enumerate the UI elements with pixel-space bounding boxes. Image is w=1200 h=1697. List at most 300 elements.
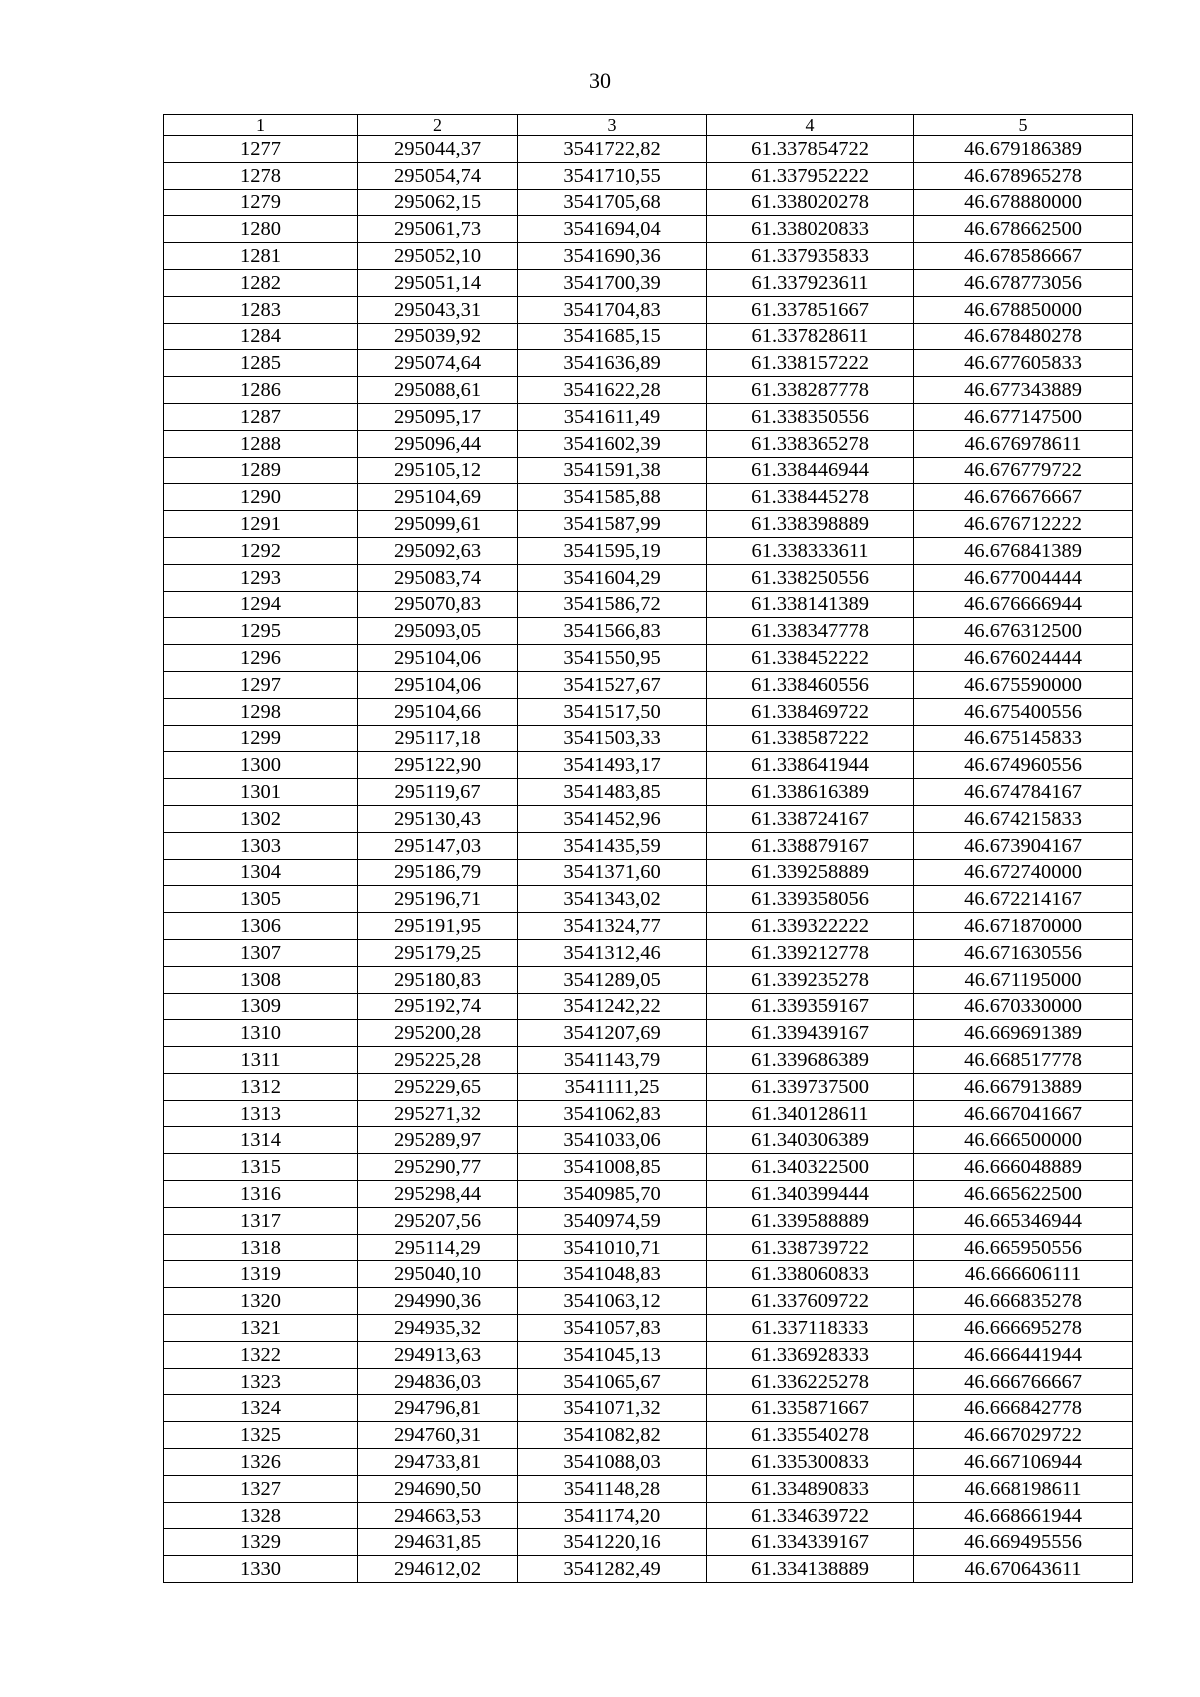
table-cell-col-2: 295117,18 xyxy=(358,725,518,752)
table-cell-col-3: 3541010,71 xyxy=(518,1234,707,1261)
table-cell-col-1: 1322 xyxy=(164,1341,358,1368)
table-cell-col-3: 3541611,49 xyxy=(518,403,707,430)
table-cell-col-4: 61.338446944 xyxy=(707,457,914,484)
table-cell-col-2: 295191,95 xyxy=(358,913,518,940)
table-cell-col-1: 1323 xyxy=(164,1368,358,1395)
table-row xyxy=(164,323,1133,350)
table-cell-col-3: 3541207,69 xyxy=(518,1020,707,1047)
table-cell-col-5: 46.676676667 xyxy=(914,484,1133,511)
table-row xyxy=(164,805,1133,832)
table-cell-col-3: 3541710,55 xyxy=(518,162,707,189)
table-cell-col-3: 3541148,28 xyxy=(518,1475,707,1502)
table-row xyxy=(164,698,1133,725)
table-row xyxy=(164,966,1133,993)
table-cell-col-3: 3541483,85 xyxy=(518,779,707,806)
table-row xyxy=(164,430,1133,457)
table-row xyxy=(164,162,1133,189)
table-body xyxy=(164,136,1133,1583)
table-row xyxy=(164,886,1133,913)
table-cell-col-1: 1292 xyxy=(164,537,358,564)
table-cell-col-1: 1296 xyxy=(164,645,358,672)
table-cell-col-4: 61.338469722 xyxy=(707,698,914,725)
table-cell-col-4: 61.337828611 xyxy=(707,323,914,350)
table-cell-col-3: 3541343,02 xyxy=(518,886,707,913)
table-row xyxy=(164,537,1133,564)
table-row xyxy=(164,1341,1133,1368)
table-cell-col-2: 294913,63 xyxy=(358,1341,518,1368)
table-cell-col-1: 1307 xyxy=(164,939,358,966)
table-cell-col-2: 295044,37 xyxy=(358,136,518,163)
table-cell-col-2: 295083,74 xyxy=(358,564,518,591)
table-cell-col-2: 294631,85 xyxy=(358,1529,518,1556)
table-cell-col-5: 46.671195000 xyxy=(914,966,1133,993)
table-row xyxy=(164,1073,1133,1100)
table-cell-col-5: 46.678773056 xyxy=(914,269,1133,296)
table-row xyxy=(164,993,1133,1020)
table-cell-col-4: 61.338287778 xyxy=(707,377,914,404)
table-cell-col-4: 61.334890833 xyxy=(707,1475,914,1502)
table-row xyxy=(164,1234,1133,1261)
table-cell-col-1: 1293 xyxy=(164,564,358,591)
table-cell-col-4: 61.339358056 xyxy=(707,886,914,913)
table-cell-col-1: 1321 xyxy=(164,1315,358,1342)
table-cell-col-1: 1327 xyxy=(164,1475,358,1502)
table-cell-col-2: 295092,63 xyxy=(358,537,518,564)
table-cell-col-2: 295180,83 xyxy=(358,966,518,993)
table-cell-col-3: 3541517,50 xyxy=(518,698,707,725)
table-cell-col-2: 295095,17 xyxy=(358,403,518,430)
table-cell-col-1: 1317 xyxy=(164,1207,358,1234)
column-header-3: 3 xyxy=(518,115,707,136)
table-cell-col-3: 3541435,59 xyxy=(518,832,707,859)
table-cell-col-1: 1320 xyxy=(164,1288,358,1315)
table-cell-col-2: 295070,83 xyxy=(358,591,518,618)
table-cell-col-3: 3541082,82 xyxy=(518,1422,707,1449)
table-cell-col-2: 294690,50 xyxy=(358,1475,518,1502)
table-row xyxy=(164,511,1133,538)
table-cell-col-3: 3541242,22 xyxy=(518,993,707,1020)
table-cell-col-4: 61.339439167 xyxy=(707,1020,914,1047)
table-cell-col-2: 295225,28 xyxy=(358,1047,518,1074)
table-cell-col-5: 46.671870000 xyxy=(914,913,1133,940)
table-cell-col-2: 294733,81 xyxy=(358,1449,518,1476)
table-cell-col-4: 61.338347778 xyxy=(707,618,914,645)
table-row xyxy=(164,1020,1133,1047)
table-cell-col-5: 46.673904167 xyxy=(914,832,1133,859)
table-cell-col-5: 46.676666944 xyxy=(914,591,1133,618)
table-cell-col-5: 46.666048889 xyxy=(914,1154,1133,1181)
table-cell-col-3: 3541371,60 xyxy=(518,859,707,886)
table-row xyxy=(164,725,1133,752)
table-cell-col-1: 1306 xyxy=(164,913,358,940)
table-cell-col-3: 3541174,20 xyxy=(518,1502,707,1529)
table-cell-col-4: 61.340128611 xyxy=(707,1100,914,1127)
table-cell-col-2: 295104,06 xyxy=(358,671,518,698)
table-row xyxy=(164,645,1133,672)
table-cell-col-4: 61.334138889 xyxy=(707,1556,914,1583)
table-cell-col-3: 3541685,15 xyxy=(518,323,707,350)
table-cell-col-1: 1299 xyxy=(164,725,358,752)
table-cell-col-5: 46.666606111 xyxy=(914,1261,1133,1288)
table-cell-col-5: 46.677004444 xyxy=(914,564,1133,591)
table-cell-col-4: 61.339737500 xyxy=(707,1073,914,1100)
table-cell-col-3: 3541587,99 xyxy=(518,511,707,538)
table-cell-col-4: 61.336225278 xyxy=(707,1368,914,1395)
table-cell-col-1: 1312 xyxy=(164,1073,358,1100)
table-row xyxy=(164,591,1133,618)
table-cell-col-4: 61.338460556 xyxy=(707,671,914,698)
table-cell-col-2: 295290,77 xyxy=(358,1154,518,1181)
table-cell-col-5: 46.668198611 xyxy=(914,1475,1133,1502)
table-row xyxy=(164,1127,1133,1154)
table-cell-col-1: 1329 xyxy=(164,1529,358,1556)
table-cell-col-1: 1295 xyxy=(164,618,358,645)
table-row xyxy=(164,216,1133,243)
table-row xyxy=(164,779,1133,806)
table-cell-col-2: 295052,10 xyxy=(358,243,518,270)
table-cell-col-4: 61.338452222 xyxy=(707,645,914,672)
table-row xyxy=(164,564,1133,591)
table-cell-col-4: 61.338724167 xyxy=(707,805,914,832)
table-cell-col-2: 295119,67 xyxy=(358,779,518,806)
table-cell-col-4: 61.337935833 xyxy=(707,243,914,270)
page-number: 30 xyxy=(589,68,611,93)
table-cell-col-5: 46.674960556 xyxy=(914,752,1133,779)
table-cell-col-2: 295088,61 xyxy=(358,377,518,404)
table-cell-col-5: 46.676779722 xyxy=(914,457,1133,484)
table-cell-col-2: 295040,10 xyxy=(358,1261,518,1288)
table-cell-col-5: 46.667029722 xyxy=(914,1422,1133,1449)
table-cell-col-4: 61.334639722 xyxy=(707,1502,914,1529)
table-cell-col-3: 3541282,49 xyxy=(518,1556,707,1583)
table-row xyxy=(164,618,1133,645)
table-cell-col-2: 295271,32 xyxy=(358,1100,518,1127)
table-cell-col-1: 1297 xyxy=(164,671,358,698)
table-cell-col-1: 1298 xyxy=(164,698,358,725)
table-cell-col-3: 3541527,67 xyxy=(518,671,707,698)
table-cell-col-4: 61.338739722 xyxy=(707,1234,914,1261)
table-cell-col-2: 294663,53 xyxy=(358,1502,518,1529)
table-cell-col-4: 61.339322222 xyxy=(707,913,914,940)
table-cell-col-4: 61.338020833 xyxy=(707,216,914,243)
table-cell-col-2: 295054,74 xyxy=(358,162,518,189)
table-cell-col-5: 46.666695278 xyxy=(914,1315,1133,1342)
table-row xyxy=(164,136,1133,163)
table-cell-col-1: 1314 xyxy=(164,1127,358,1154)
table-cell-col-1: 1301 xyxy=(164,779,358,806)
table-cell-col-1: 1326 xyxy=(164,1449,358,1476)
table-cell-col-4: 61.338333611 xyxy=(707,537,914,564)
table-cell-col-3: 3541045,13 xyxy=(518,1341,707,1368)
table-cell-col-4: 61.336928333 xyxy=(707,1341,914,1368)
table-cell-col-5: 46.676024444 xyxy=(914,645,1133,672)
table-cell-col-3: 3541704,83 xyxy=(518,296,707,323)
table-cell-col-2: 295298,44 xyxy=(358,1181,518,1208)
table-cell-col-3: 3541452,96 xyxy=(518,805,707,832)
table-cell-col-1: 1313 xyxy=(164,1100,358,1127)
table-cell-col-5: 46.679186389 xyxy=(914,136,1133,163)
table-row xyxy=(164,484,1133,511)
table-row xyxy=(164,1449,1133,1476)
table-cell-col-2: 295192,74 xyxy=(358,993,518,1020)
table-cell-col-1: 1300 xyxy=(164,752,358,779)
table-cell-col-4: 61.337854722 xyxy=(707,136,914,163)
table-cell-col-3: 3541566,83 xyxy=(518,618,707,645)
table-row xyxy=(164,1207,1133,1234)
table-cell-col-2: 295179,25 xyxy=(358,939,518,966)
table-cell-col-5: 46.678586667 xyxy=(914,243,1133,270)
table-cell-col-1: 1315 xyxy=(164,1154,358,1181)
table-cell-col-3: 3541595,19 xyxy=(518,537,707,564)
table-cell-col-5: 46.674215833 xyxy=(914,805,1133,832)
table-cell-col-2: 295093,05 xyxy=(358,618,518,645)
table-cell-col-5: 46.667041667 xyxy=(914,1100,1133,1127)
table-cell-col-3: 3541071,32 xyxy=(518,1395,707,1422)
table-row xyxy=(164,1395,1133,1422)
table-cell-col-4: 61.338879167 xyxy=(707,832,914,859)
table-cell-col-2: 295147,03 xyxy=(358,832,518,859)
table-cell-col-5: 46.669495556 xyxy=(914,1529,1133,1556)
table-cell-col-5: 46.666500000 xyxy=(914,1127,1133,1154)
table-cell-col-3: 3541503,33 xyxy=(518,725,707,752)
table-row xyxy=(164,403,1133,430)
table-cell-col-3: 3541057,83 xyxy=(518,1315,707,1342)
table-cell-col-2: 295289,97 xyxy=(358,1127,518,1154)
table-cell-col-1: 1289 xyxy=(164,457,358,484)
table-cell-col-3: 3541493,17 xyxy=(518,752,707,779)
table-cell-col-2: 295051,14 xyxy=(358,269,518,296)
table-row xyxy=(164,1154,1133,1181)
table-cell-col-1: 1304 xyxy=(164,859,358,886)
table-cell-col-3: 3541585,88 xyxy=(518,484,707,511)
table-cell-col-3: 3541324,77 xyxy=(518,913,707,940)
table-cell-col-3: 3541143,79 xyxy=(518,1047,707,1074)
table-cell-col-5: 46.667913889 xyxy=(914,1073,1133,1100)
table-cell-col-5: 46.669691389 xyxy=(914,1020,1133,1047)
table-cell-col-5: 46.671630556 xyxy=(914,939,1133,966)
table-cell-col-3: 3541604,29 xyxy=(518,564,707,591)
table-row xyxy=(164,296,1133,323)
table-cell-col-4: 61.339359167 xyxy=(707,993,914,1020)
table-row xyxy=(164,457,1133,484)
table-cell-col-3: 3541591,38 xyxy=(518,457,707,484)
table-cell-col-5: 46.676712222 xyxy=(914,511,1133,538)
table-cell-col-2: 294760,31 xyxy=(358,1422,518,1449)
table-cell-col-2: 295114,29 xyxy=(358,1234,518,1261)
table-cell-col-4: 61.335540278 xyxy=(707,1422,914,1449)
table-cell-col-4: 61.338445278 xyxy=(707,484,914,511)
table-row xyxy=(164,1288,1133,1315)
table-cell-col-3: 3541586,72 xyxy=(518,591,707,618)
table-cell-col-3: 3541088,03 xyxy=(518,1449,707,1476)
table-cell-col-4: 61.338060833 xyxy=(707,1261,914,1288)
table-row xyxy=(164,1368,1133,1395)
table-cell-col-2: 295104,06 xyxy=(358,645,518,672)
table-cell-col-5: 46.674784167 xyxy=(914,779,1133,806)
table-cell-col-1: 1280 xyxy=(164,216,358,243)
table-cell-col-1: 1311 xyxy=(164,1047,358,1074)
table-row xyxy=(164,832,1133,859)
table-cell-col-4: 61.338350556 xyxy=(707,403,914,430)
table-row xyxy=(164,859,1133,886)
table-cell-col-1: 1319 xyxy=(164,1261,358,1288)
table-cell-col-3: 3540974,59 xyxy=(518,1207,707,1234)
table-cell-col-5: 46.675145833 xyxy=(914,725,1133,752)
table-cell-col-2: 295043,31 xyxy=(358,296,518,323)
table-cell-col-5: 46.670643611 xyxy=(914,1556,1133,1583)
table-cell-col-1: 1279 xyxy=(164,189,358,216)
table-cell-col-2: 295130,43 xyxy=(358,805,518,832)
table-cell-col-3: 3541722,82 xyxy=(518,136,707,163)
table-cell-col-2: 295099,61 xyxy=(358,511,518,538)
table-cell-col-4: 61.337952222 xyxy=(707,162,914,189)
table-cell-col-4: 61.337609722 xyxy=(707,1288,914,1315)
table-row xyxy=(164,1529,1133,1556)
table-cell-col-4: 61.334339167 xyxy=(707,1529,914,1556)
table-cell-col-2: 294836,03 xyxy=(358,1368,518,1395)
table-cell-col-1: 1310 xyxy=(164,1020,358,1047)
table-row xyxy=(164,1315,1133,1342)
table-cell-col-4: 61.338020278 xyxy=(707,189,914,216)
table-cell-col-4: 61.338587222 xyxy=(707,725,914,752)
table-cell-col-3: 3541111,25 xyxy=(518,1073,707,1100)
table-cell-col-5: 46.666842778 xyxy=(914,1395,1133,1422)
table-cell-col-1: 1303 xyxy=(164,832,358,859)
table-cell-col-4: 61.337118333 xyxy=(707,1315,914,1342)
table-cell-col-1: 1286 xyxy=(164,377,358,404)
table-cell-col-5: 46.666835278 xyxy=(914,1288,1133,1315)
table-cell-col-1: 1302 xyxy=(164,805,358,832)
table-cell-col-4: 61.339258889 xyxy=(707,859,914,886)
table-cell-col-2: 295196,71 xyxy=(358,886,518,913)
table-cell-col-2: 295186,79 xyxy=(358,859,518,886)
table-cell-col-3: 3541065,67 xyxy=(518,1368,707,1395)
table-cell-col-3: 3541622,28 xyxy=(518,377,707,404)
table-cell-col-2: 294612,02 xyxy=(358,1556,518,1583)
table-cell-col-3: 3540985,70 xyxy=(518,1181,707,1208)
table-cell-col-5: 46.678850000 xyxy=(914,296,1133,323)
table-cell-col-5: 46.676978611 xyxy=(914,430,1133,457)
table-cell-col-2: 295039,92 xyxy=(358,323,518,350)
table-cell-col-5: 46.675590000 xyxy=(914,671,1133,698)
table-cell-col-5: 46.676312500 xyxy=(914,618,1133,645)
table-cell-col-2: 294796,81 xyxy=(358,1395,518,1422)
table-cell-col-1: 1290 xyxy=(164,484,358,511)
table-cell-col-4: 61.339235278 xyxy=(707,966,914,993)
table-cell-col-3: 3541690,36 xyxy=(518,243,707,270)
table-cell-col-1: 1305 xyxy=(164,886,358,913)
table-row xyxy=(164,1100,1133,1127)
table-cell-col-1: 1309 xyxy=(164,993,358,1020)
table-cell-col-4: 61.339212778 xyxy=(707,939,914,966)
table-cell-col-1: 1281 xyxy=(164,243,358,270)
table-cell-col-3: 3541550,95 xyxy=(518,645,707,672)
table-cell-col-1: 1325 xyxy=(164,1422,358,1449)
table-cell-col-3: 3541062,83 xyxy=(518,1100,707,1127)
table-row xyxy=(164,1261,1133,1288)
table-cell-col-1: 1294 xyxy=(164,591,358,618)
table-row xyxy=(164,1047,1133,1074)
table-cell-col-2: 295229,65 xyxy=(358,1073,518,1100)
table-cell-col-5: 46.668517778 xyxy=(914,1047,1133,1074)
table-row xyxy=(164,269,1133,296)
table-cell-col-3: 3541048,83 xyxy=(518,1261,707,1288)
table-cell-col-1: 1291 xyxy=(164,511,358,538)
table-cell-col-4: 61.340322500 xyxy=(707,1154,914,1181)
table-cell-col-4: 61.340306389 xyxy=(707,1127,914,1154)
table-cell-col-2: 295105,12 xyxy=(358,457,518,484)
coordinates-table xyxy=(163,114,1133,1583)
table-cell-col-5: 46.678880000 xyxy=(914,189,1133,216)
table-row xyxy=(164,1502,1133,1529)
table-cell-col-3: 3541700,39 xyxy=(518,269,707,296)
table-cell-col-5: 46.676841389 xyxy=(914,537,1133,564)
table-cell-col-5: 46.677343889 xyxy=(914,377,1133,404)
table-header-row xyxy=(164,115,1133,136)
table-row xyxy=(164,1475,1133,1502)
table-cell-col-2: 295122,90 xyxy=(358,752,518,779)
table-cell-col-1: 1328 xyxy=(164,1502,358,1529)
table-cell-col-3: 3541289,05 xyxy=(518,966,707,993)
table-cell-col-1: 1288 xyxy=(164,430,358,457)
table-cell-col-1: 1318 xyxy=(164,1234,358,1261)
table-cell-col-4: 61.339686389 xyxy=(707,1047,914,1074)
table-cell-col-4: 61.338616389 xyxy=(707,779,914,806)
table-cell-col-5: 46.677147500 xyxy=(914,403,1133,430)
table-cell-col-3: 3541636,89 xyxy=(518,350,707,377)
table-cell-col-4: 61.337851667 xyxy=(707,296,914,323)
table-cell-col-2: 295104,69 xyxy=(358,484,518,511)
table-cell-col-4: 61.338157222 xyxy=(707,350,914,377)
table-cell-col-5: 46.678965278 xyxy=(914,162,1133,189)
table-cell-col-5: 46.665346944 xyxy=(914,1207,1133,1234)
table-row xyxy=(164,1181,1133,1208)
table-cell-col-4: 61.338141389 xyxy=(707,591,914,618)
table-cell-col-4: 61.339588889 xyxy=(707,1207,914,1234)
table-row xyxy=(164,377,1133,404)
table-row xyxy=(164,350,1133,377)
table-cell-col-5: 46.677605833 xyxy=(914,350,1133,377)
table-cell-col-5: 46.678480278 xyxy=(914,323,1133,350)
table-cell-col-1: 1278 xyxy=(164,162,358,189)
table-cell-col-4: 61.338250556 xyxy=(707,564,914,591)
table-cell-col-4: 61.340399444 xyxy=(707,1181,914,1208)
table-cell-col-2: 295104,66 xyxy=(358,698,518,725)
table-cell-col-2: 294990,36 xyxy=(358,1288,518,1315)
table-cell-col-1: 1283 xyxy=(164,296,358,323)
table-cell-col-5: 46.672740000 xyxy=(914,859,1133,886)
table-cell-col-4: 61.335300833 xyxy=(707,1449,914,1476)
table-cell-col-5: 46.670330000 xyxy=(914,993,1133,1020)
table-cell-col-3: 3541033,06 xyxy=(518,1127,707,1154)
table-cell-col-1: 1285 xyxy=(164,350,358,377)
column-header-1: 1 xyxy=(164,115,358,136)
table-cell-col-5: 46.666766667 xyxy=(914,1368,1133,1395)
table-cell-col-4: 61.338398889 xyxy=(707,511,914,538)
table-cell-col-2: 295207,56 xyxy=(358,1207,518,1234)
table-row xyxy=(164,913,1133,940)
table-cell-col-4: 61.338365278 xyxy=(707,430,914,457)
table-cell-col-1: 1282 xyxy=(164,269,358,296)
table-cell-col-5: 46.666441944 xyxy=(914,1341,1133,1368)
table-row xyxy=(164,243,1133,270)
table-cell-col-3: 3541694,04 xyxy=(518,216,707,243)
table-cell-col-5: 46.668661944 xyxy=(914,1502,1133,1529)
table-cell-col-4: 61.337923611 xyxy=(707,269,914,296)
table-cell-col-2: 295062,15 xyxy=(358,189,518,216)
table-cell-col-1: 1308 xyxy=(164,966,358,993)
table-cell-col-1: 1324 xyxy=(164,1395,358,1422)
